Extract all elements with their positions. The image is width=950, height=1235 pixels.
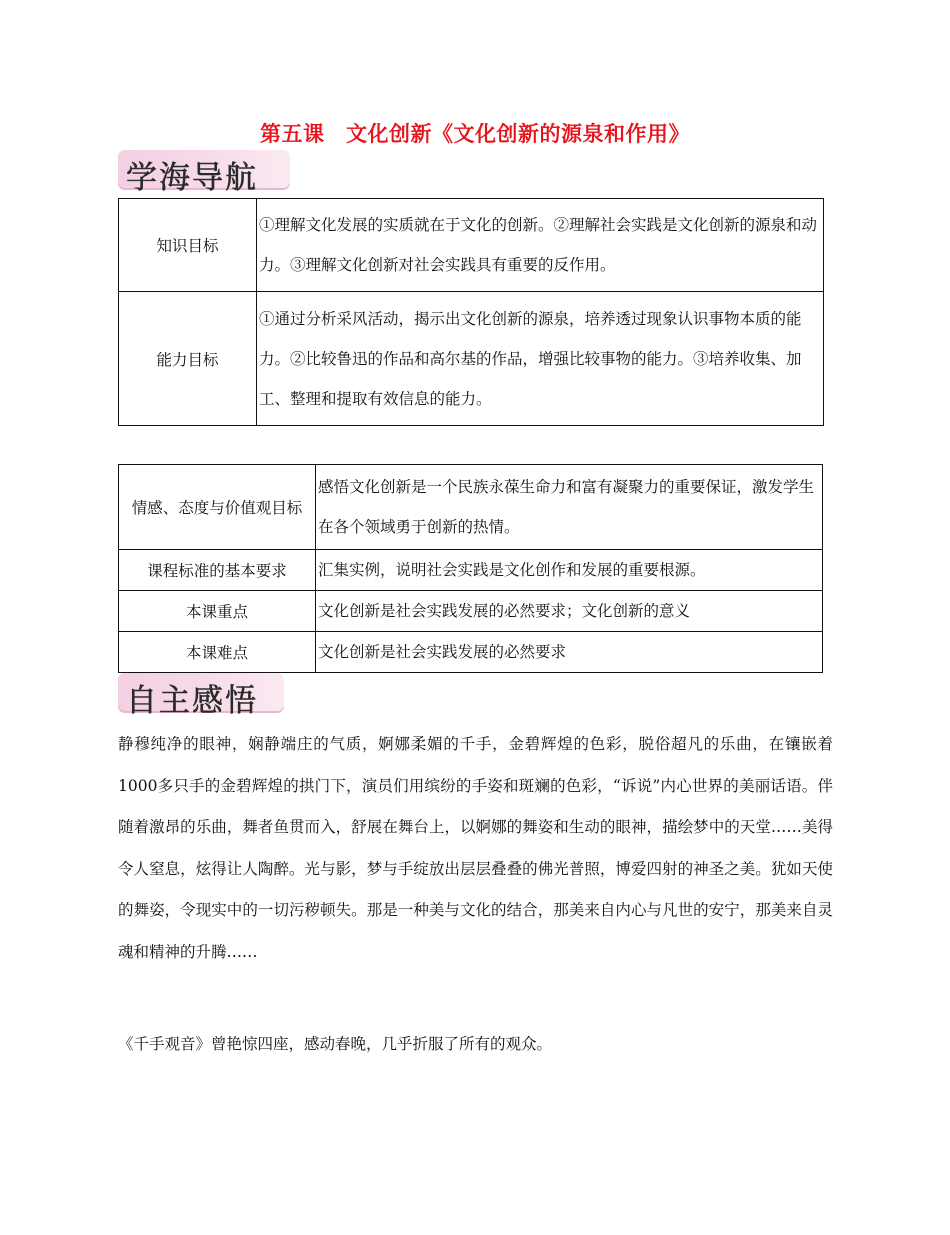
table-value-cell: 感悟文化创新是一个民族永葆生命力和富有凝聚力的重要保证，激发学生在各个领域勇于创新的热情。 — [316, 465, 823, 550]
table-row — [119, 632, 823, 673]
table-row — [119, 591, 823, 632]
requirements-table — [118, 464, 823, 673]
table-value-cell: ①理解文化发展的实质就在于文化的创新。②理解社会实践是文化创新的源泉和动力。③理解文化创新对社会实践具有重要的反作用。 — [257, 199, 824, 292]
page-title: 第五课 文化创新《文化创新的源泉和作用》 — [260, 122, 690, 146]
goals-table — [118, 198, 824, 426]
table-label-cell: 情感、态度与价值观目标 — [119, 465, 316, 550]
table-value-cell: ①通过分析采风活动，揭示出文化创新的源泉，培养透过现象认识事物本质的能力。②比较鲁迅的作品和高尔基的作品，增强比较事物的能力。③培养收集、加工、整理和提取有效信息的能力。 — [257, 292, 824, 426]
table-label-cell: 能力目标 — [119, 292, 257, 426]
body-paragraph: 静穆纯净的眼神，娴静端庄的气质，婀娜柔媚的千手，金碧辉煌的色彩，脱俗超凡的乐曲，在镶嵌着1000多只手的金碧辉煌的拱门下，演员们用缤纷的手姿和斑斓的色彩，“诉说”内心世界的美丽话语。伴随着激昂的乐曲，舞者鱼贯而入，舒展在舞台上，以婀娜的舞姿和生动的眼神，描绘梦中的天堂……美得令人窒息，炫得让人陶醉。光与影，梦与手绽放出层层叠叠的佛光普照，博爱四射的神圣之美。犹如天使的舞姿，令现实中的一切污秽顿失。那是一种美与文化的结合，那美来自内心与凡世的安宁，那美来自灵魂和精神的升腾…… — [118, 735, 833, 961]
table-row — [119, 199, 824, 292]
table-label-cell: 本课难点 — [119, 632, 316, 673]
table-label-cell: 本课重点 — [119, 591, 316, 632]
table-label-cell: 课程标准的基本要求 — [119, 550, 316, 591]
table-value-cell: 汇集实例，说明社会实践是文化创作和发展的重要根源。 — [316, 550, 823, 591]
section-banner-guide — [118, 150, 290, 196]
body-paragraph-closing: 《千手观音》曾艳惊四座，感动春晚，几乎折服了所有的观众。 — [118, 1035, 553, 1053]
table-row — [119, 292, 824, 426]
table-row — [119, 550, 823, 591]
section-banner-reflection-label: 自主感悟 — [126, 683, 258, 719]
table-value-cell: 文化创新是社会实践发展的必然要求 — [316, 632, 823, 673]
table-label-cell: 知识目标 — [119, 199, 257, 292]
section-banner-guide-label: 学海导航 — [126, 160, 258, 196]
table-row — [119, 465, 823, 550]
table-value-cell: 文化创新是社会实践发展的必然要求；文化创新的意义 — [316, 591, 823, 632]
section-banner-reflection — [118, 673, 284, 719]
